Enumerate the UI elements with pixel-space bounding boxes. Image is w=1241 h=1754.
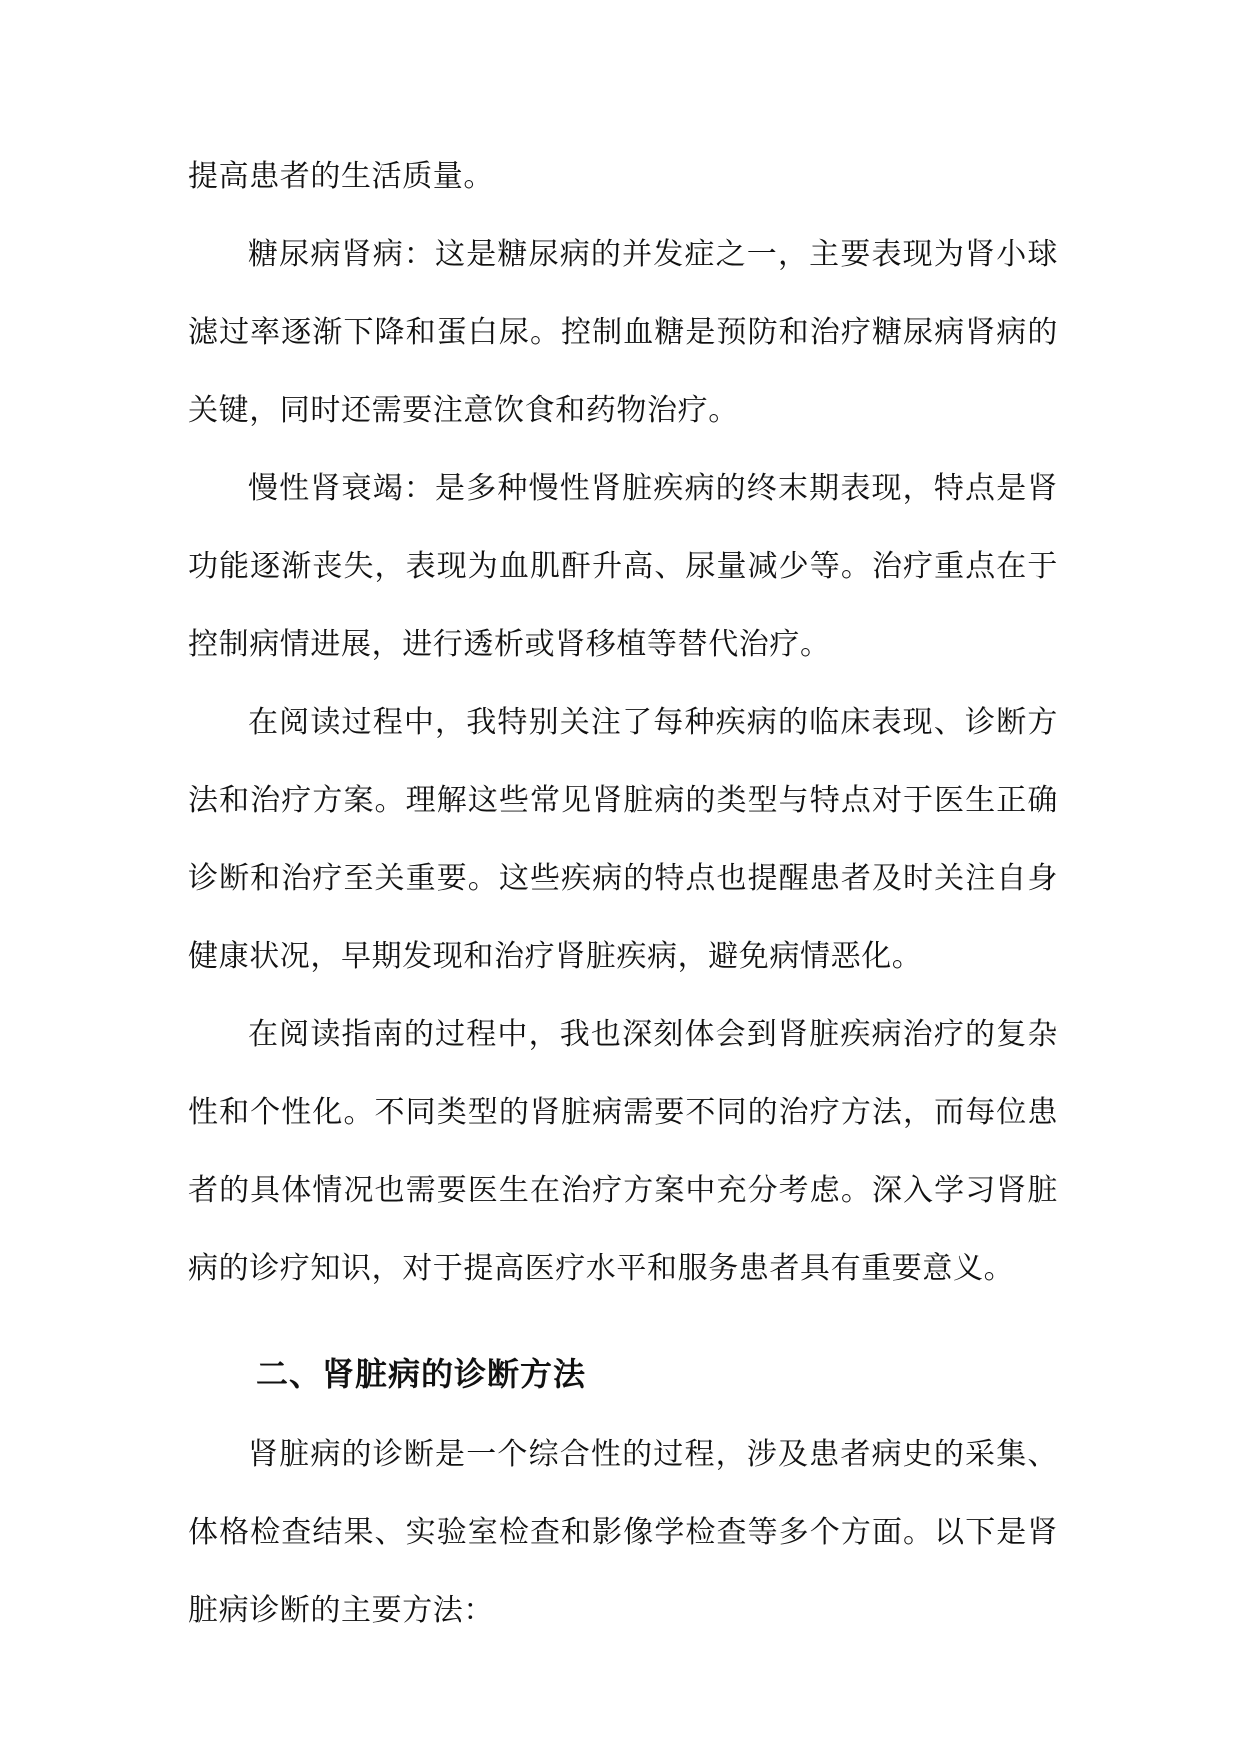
paragraph-treatment-complexity: 在阅读指南的过程中，我也深刻体会到肾脏疾病治疗的复杂性和个性化。不同类型的肾脏病需要不同的治疗方法，而每位患者的具体情况也需要医生在治疗方案中充分考虑。深入学习肾脏病的诊疗知识，对于提高医疗水平和服务患者具有重要意义。 (188, 1017, 1058, 1286)
paragraph-diabetic-nephropathy: 糖尿病肾病：这是糖尿病的并发症之一，主要表现为肾小球滤过率逐渐下降和蛋白尿。控制血糖是预防和治疗糖尿病肾病的关键，同时还需要注意饮食和药物治疗。 (188, 237, 1058, 428)
paragraph-quality-of-life: 提高患者的生活质量。 (188, 159, 494, 194)
paragraph-chronic-renal-failure: 慢性肾衰竭：是多种慢性肾脏疾病的终末期表现，特点是肾功能逐渐丧失，表现为血肌酐升高、尿量减少等。治疗重点在于控制病情进展，进行透析或肾移植等替代治疗。 (188, 471, 1058, 662)
document-body (188, 138, 1058, 1650)
section-heading: 二、肾脏病的诊断方法 (256, 1355, 587, 1393)
paragraph-reading-focus: 在阅读过程中，我特别关注了每种疾病的临床表现、诊断方法和治疗方案。理解这些常见肾脏病的类型与特点对于医生正确诊断和治疗至关重要。这些疾病的特点也提醒患者及时关注自身健康状况，早期发现和治疗肾脏疾病，避免病情恶化。 (188, 705, 1058, 974)
paragraph-diagnosis-intro: 肾脏病的诊断是一个综合性的过程，涉及患者病史的采集、体格检查结果、实验室检查和影像学检查等多个方面。以下是肾脏病诊断的主要方法： (188, 1437, 1058, 1628)
